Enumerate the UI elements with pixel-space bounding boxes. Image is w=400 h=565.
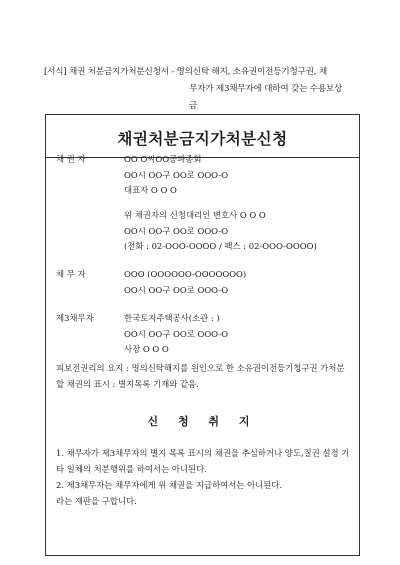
creditor-label: 채 권 자 (56, 154, 86, 164)
agent-contact: (전화 : 02-OOO-OOOO / 팩스 : 02-OOO-OOOO) (124, 241, 317, 251)
third-debtor-representative: 사장 O O O (124, 344, 169, 354)
creditor-info (124, 152, 228, 199)
claim-summary: 피보전권리의 요지 : 명의신탁해지를 원인으로 한 소유권이전등기청구권 가처분할 채권의 표시 : 별지목록 기재와 같음. (56, 363, 345, 389)
purport-closing: 라는 재판을 구합니다. (56, 496, 137, 506)
header-line-1: [서식] 채권 처분금지가처분신청서 - 명의신탁 해지, 소유권이전등기청구권, 채 (44, 67, 327, 77)
header-line-3: 금 (189, 101, 198, 111)
document-title: 채권처분금지가처분신청 (117, 129, 288, 148)
third-debtor-label: 제3채무자 (56, 313, 94, 323)
header-line-2: 무자가 제3채무자에 대하여 갖는 수용보상 (189, 84, 343, 94)
third-debtor-address: OO시 OO구 OO로 OOO-O (124, 328, 229, 339)
form-header (44, 64, 362, 115)
third-debtor-name: 한국토지주택공사(소관 : ) (124, 313, 220, 323)
debtor-address: OO시 OO구 OO로 OOO-O (124, 284, 229, 295)
creditor-representative: 대표자 O O O (124, 185, 177, 195)
purport-item-2: 2. 제3채무자는 채무자에게 위 채권을 지급하여서는 아니된다. (56, 480, 283, 490)
agent-name: 위 채권자의 신청대리인 변호사 O O O (124, 210, 266, 220)
debtor-info (124, 267, 246, 298)
creditor-name: OO O씨OO공파종회 (124, 154, 202, 164)
third-debtor-info (124, 311, 228, 358)
debtor-name: OOO (OOOOOO-OOOOOOO) (124, 269, 247, 279)
section-title: 신 청 취 지 (147, 415, 258, 428)
agent-address: OO시 OO구 OO로 OOO-O (124, 225, 229, 236)
creditor-address: OO시 OO구 OO로 OOO-O (124, 169, 229, 180)
agent-info (124, 208, 317, 255)
purport-item-1: 1. 채무자가 제3채무자의 별지 목록 표시의 채권을 추심하거나 양도,질권 설정 기타 일체의 처분행위를 하여서는 아니된다. (56, 448, 350, 474)
debtor-label: 채 무 자 (56, 269, 86, 279)
document-frame (45, 114, 360, 556)
